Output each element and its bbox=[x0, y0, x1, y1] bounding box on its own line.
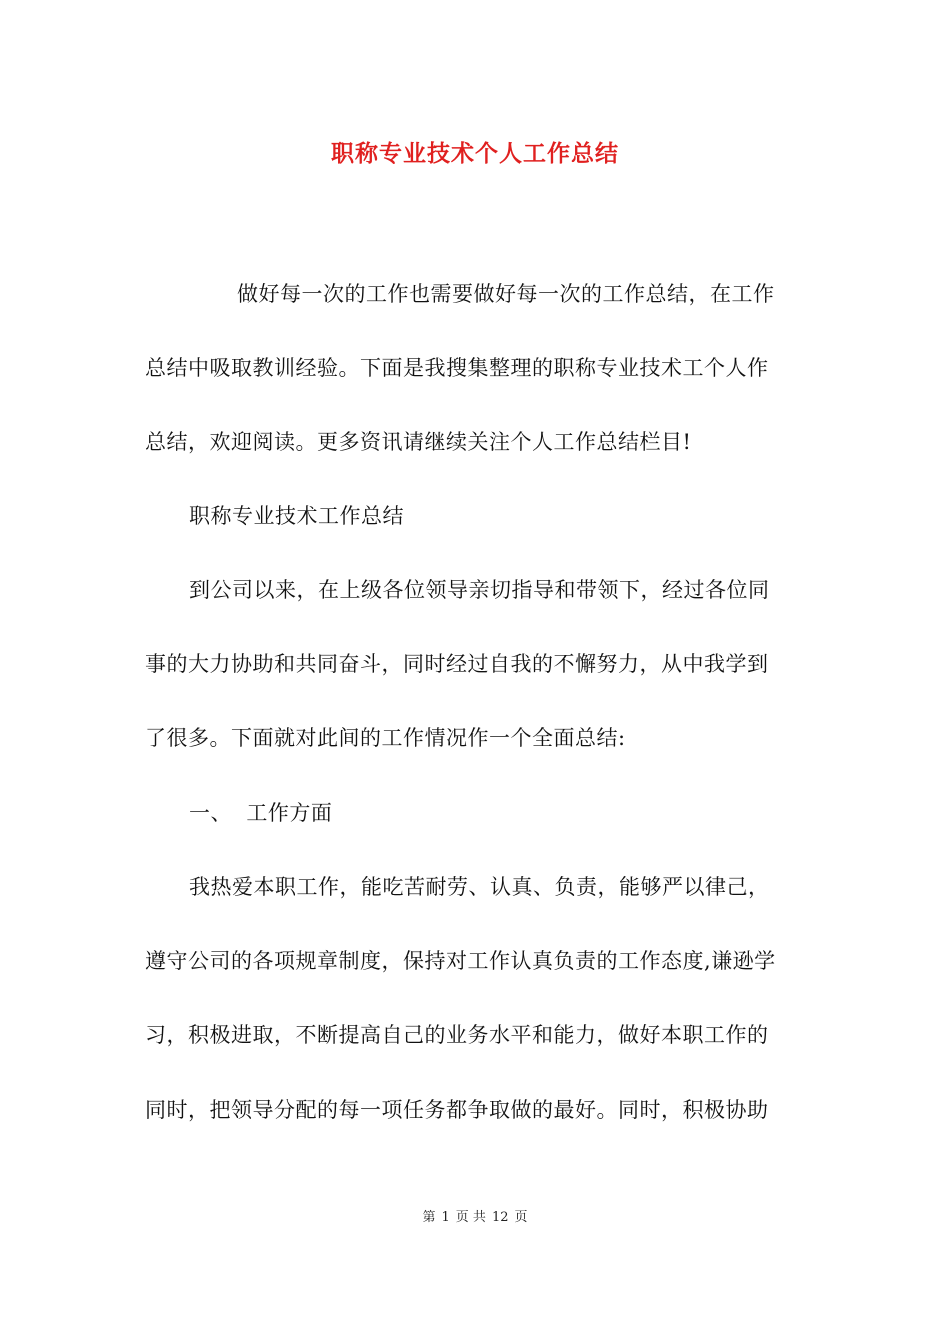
paragraph-line: 到公司以来，在上级各位领导亲切指导和带领下，经过各位同 bbox=[189, 578, 770, 602]
paragraph-line: 我热爱本职工作，能吃苦耐劳、认真、负责，能够严以律己， bbox=[189, 875, 770, 899]
page-footer bbox=[0, 1208, 950, 1228]
footer-total-pages: 12 bbox=[491, 1210, 509, 1225]
document-title: 职称专业技术个人工作总结 bbox=[331, 140, 619, 167]
paragraph-line: 同时，把领导分配的每一项任务都争取做的最好。同时，积极协助 bbox=[145, 1098, 769, 1122]
paragraph-line: 总结，欢迎阅读。更多资讯请继续关注个人工作总结栏目! bbox=[145, 430, 692, 454]
footer-current-page: 1 bbox=[441, 1210, 450, 1225]
paragraph-line: 习，积极进取，不断提高自己的业务水平和能力，做好本职工作的 bbox=[145, 1023, 769, 1047]
footer-suffix: 页 bbox=[514, 1210, 528, 1225]
section-heading: 职称专业技术工作总结 bbox=[189, 504, 404, 528]
paragraph-line: 总结中吸取教训经验。下面是我搜集整理的职称专业技术工个人作 bbox=[145, 356, 769, 380]
footer-prefix: 第 bbox=[422, 1210, 436, 1225]
paragraph-line: 事的大力协助和共同奋斗，同时经过自我的不懈努力，从中我学到 bbox=[145, 652, 769, 676]
paragraph-line: 遵守公司的各项规章制度，保持对工作认真负责的工作态度,谦逊学 bbox=[145, 949, 776, 973]
paragraph-line: 做好每一次的工作也需要做好每一次的工作总结，在工作 bbox=[237, 282, 775, 306]
paragraph-line: 了很多。下面就对此间的工作情况作一个全面总结: bbox=[145, 726, 626, 750]
section-heading: 一、 工作方面 bbox=[189, 801, 333, 825]
footer-middle: 页 共 bbox=[455, 1210, 486, 1225]
